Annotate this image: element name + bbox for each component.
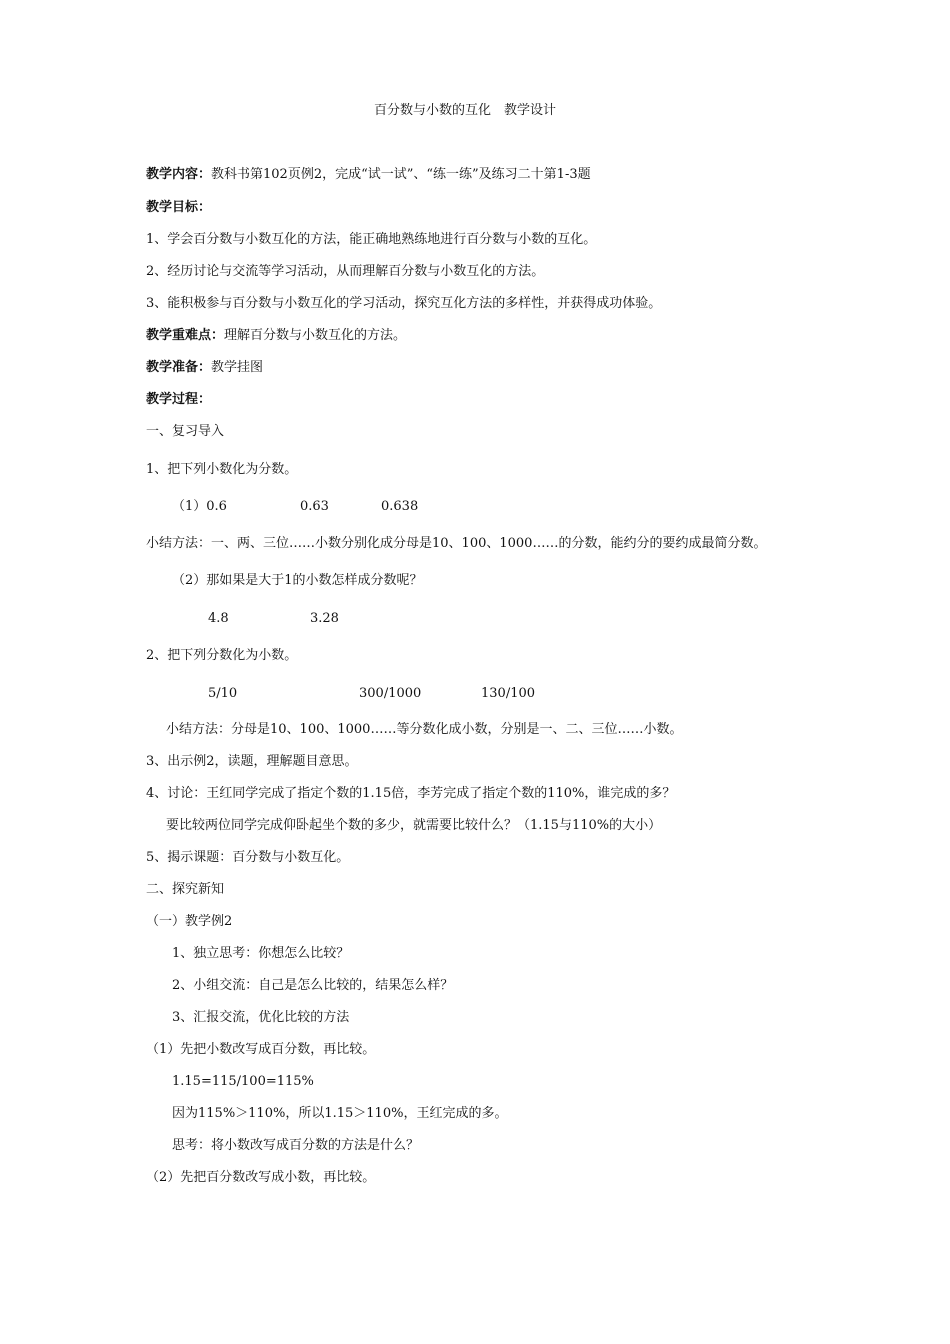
- summary-1: 小结方法：一、两、三位……小数分别化成分母是10、100、1000……的分数，能约分的要约成最简分数。: [146, 536, 767, 551]
- goal-item-1: 1、学会百分数与小数互化的方法，能正确地熟练地进行百分数与小数的互化。: [146, 232, 597, 247]
- content-label: 教学内容：: [146, 167, 212, 182]
- step-1: 1、独立思考：你想怎么比较？: [172, 946, 350, 961]
- method-1: （1）先把小数改写成百分数，再比较。: [146, 1042, 376, 1057]
- prep-label: 教学准备：: [146, 360, 212, 375]
- question-3: 3、出示例2，读题，理解题目意思。: [146, 754, 358, 769]
- question-5: 5、揭示课题：百分数与小数互化。: [146, 850, 350, 865]
- page-title: 百分数与小数的互化 教学设计: [374, 103, 557, 118]
- summary-2: 小结方法：分母是10、100、1000……等分数化成小数，分别是一、二、三位……小数。: [166, 722, 683, 737]
- section-2-heading: 二、探究新知: [146, 882, 225, 897]
- goal-item-2: 2、经历讨论与交流等学习活动，从而理解百分数与小数互化的方法。: [146, 264, 545, 279]
- question-4-sub: 要比较两位同学完成仰卧起坐个数的多少，就需要比较什么？（1.15与110%的大小）: [166, 818, 662, 833]
- process-label: 教学过程：: [146, 392, 212, 407]
- step-2: 2、小组交流：自己是怎么比较的，结果怎么样？: [172, 978, 454, 993]
- key-point-label: 教学重难点：: [146, 328, 225, 343]
- key-point-text: 理解百分数与小数互化的方法。: [224, 328, 407, 343]
- q1-value-1: （1）0.6: [172, 499, 227, 514]
- content-text: 教科书第102页例2，完成“试一试”、“练一练”及练习二十第1-3题: [211, 167, 591, 182]
- q1-part2-value-1: 4.8: [208, 611, 229, 626]
- q2-value-2: 300/1000: [359, 686, 422, 701]
- subsection-1: （一）教学例2: [146, 914, 233, 929]
- q1-part2-value-2: 3.28: [310, 611, 339, 626]
- question-4: 4、讨论：王红同学完成了指定个数的1.15倍，李芳完成了指定个数的110%，谁完成的多？: [146, 786, 676, 801]
- q2-value-3: 130/100: [481, 686, 536, 701]
- section-1-heading: 一、复习导入: [146, 424, 225, 439]
- question-1: 1、把下列小数化为分数。: [146, 462, 298, 477]
- prep-line: [146, 359, 263, 377]
- step-3: 3、汇报交流，优化比较的方法: [172, 1010, 350, 1025]
- calc-1: 1.15=115/100=115%: [172, 1074, 314, 1089]
- content-line: [146, 166, 591, 184]
- prep-text: 教学挂图: [211, 360, 264, 375]
- q1-part-2: （2）那如果是大于1的小数怎样成分数呢？: [172, 573, 423, 588]
- q1-value-2: 0.63: [300, 499, 329, 514]
- key-point-line: [146, 327, 406, 345]
- think-question: 思考：将小数改写成百分数的方法是什么？: [172, 1138, 420, 1153]
- q1-value-3: 0.638: [381, 499, 419, 514]
- calc-2: 因为115%＞110%，所以1.15＞110%，王红完成的多。: [172, 1106, 508, 1121]
- goal-item-3: 3、能积极参与百分数与小数互化的学习活动，探究互化方法的多样性，并获得成功体验。: [146, 296, 662, 311]
- q2-value-1: 5/10: [208, 686, 238, 701]
- goals-label: 教学目标：: [146, 200, 212, 215]
- method-2: （2）先把百分数改写成小数，再比较。: [146, 1170, 376, 1185]
- question-2: 2、把下列分数化为小数。: [146, 648, 298, 663]
